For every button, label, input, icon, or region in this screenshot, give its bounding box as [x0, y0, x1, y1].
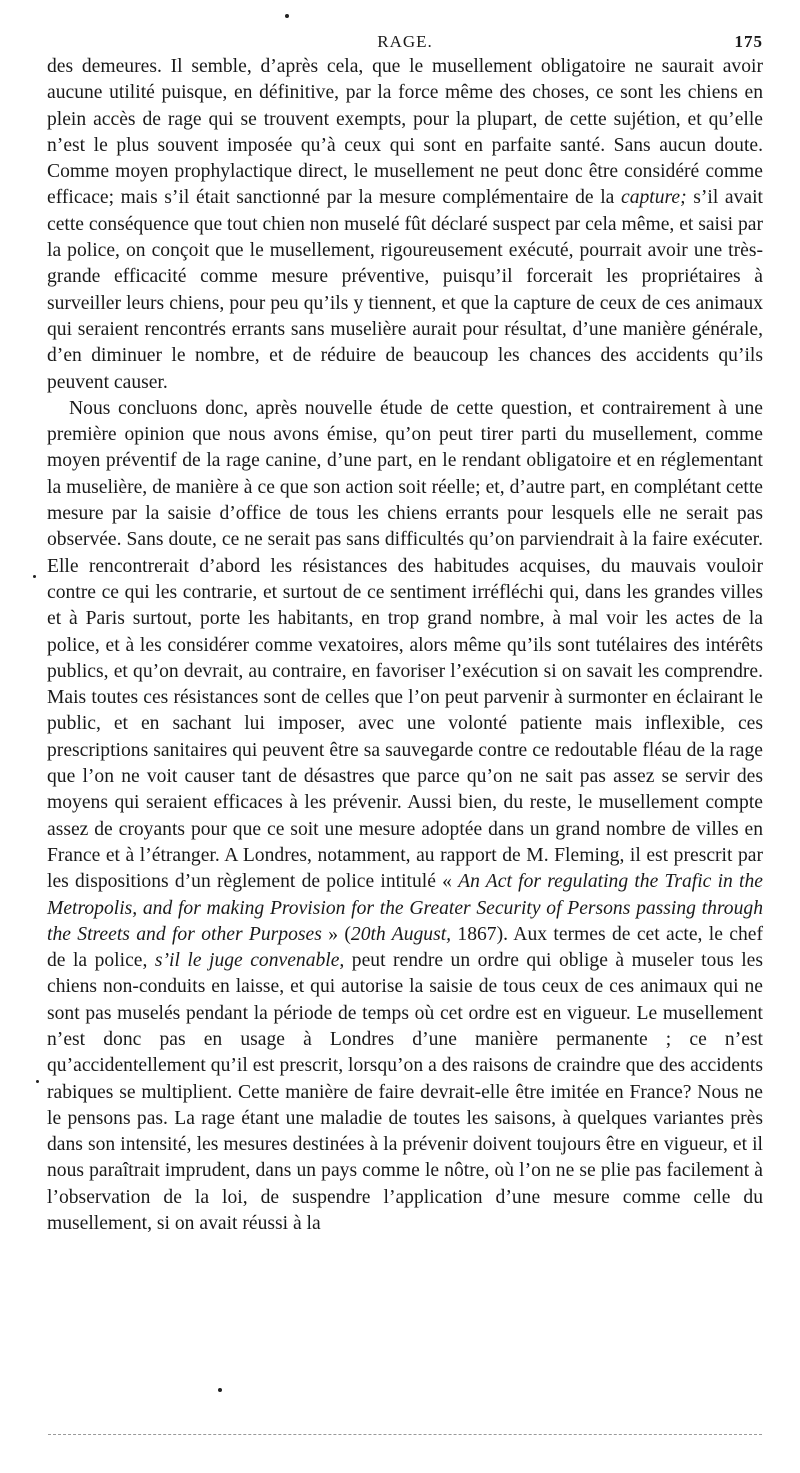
text-run: des demeures. Il semble, d’après cela, que le musellement obligatoire ne saurait avoir aucune utilité puisque, en définitive, par la force même des choses, ce sont les chiens en plein accès de rage qui se trouvent exempts, pour la plupart, de cette sujétion, et qu’elle n’est le plus souvent imposée qu’à ceux qui sont en parfaite santé. Sans aucun doute. Comme moyen prophylactique direct, le musellement ne peut donc être considéré comme efficace; mais s’il était sanctionné par la mesure complémentaire de la: [47, 56, 763, 209]
paragraph-conclusion: [47, 396, 763, 1238]
scan-speck: [285, 14, 289, 18]
running-head: [47, 28, 763, 54]
body-text: [47, 54, 763, 1237]
page-number: 175: [734, 32, 763, 51]
text-run: s’il avait cette conséquence que tout chien non muselé fût déclaré suspect par cela même, et saisi par la police, on conçoit que le musellement, rigoureusement exécuté, pourrait avoir une très-grande efficacité comme mesure préventive, puisqu’il forcerait les propriétaires à surveiller leurs chiens, pour peu qu’ils y tiennent, et que la capture de ceux de ces animaux qui seraient rencontrés errants sans muselière aurait pour résultat, d’une manière générale, d’en diminuer le nombre, et de réduire de beaucoup les chances des accidents qu’ils peuvent causer.: [47, 187, 764, 393]
running-title: RAGE.: [377, 32, 433, 51]
text-run: » (: [321, 923, 351, 945]
scan-speck: [33, 575, 36, 578]
text-run: Nous concluons donc, après nouvelle étude de cette question, et contrairement à une première opinion que nous avons émise, qu’on peut tirer parti du musellement, comme moyen préventif de la rage canine, d’une part, en le rendant obligatoire et en réglementant la muselière, de manière à ce que son action soit réelle; et, d’autre part, en complétant cette mesure par la saisie d’office de tous les chiens errants pour lesquels elle ne serait pas observée. Sans doute, ce ne serait pas sans difficultés qu’on parviendrait à la faire exécuter. Elle rencontrerait d’abord les résistances des habitudes acquises, du mauvais vouloir contre ce qui les contrarie, et surtout de ce sentiment irréfléchi qui, dans les grandes villes et à Paris surtout, porte les habitants, en trop grand nombre, à mal voir les actes de la police, et à les considérer comme vexatoires, alors même qu’ils sont tutélaires des intérêts publics, et qu’on devrait, au contraire, en favoriser l’exécution si on savait les comprendre. Mais toutes ces résistances sont de celles que l’on peut parvenir à surmonter en éclairant le public, et en sachant lui imposer, avec une volonté patiente mais inflexible, ces prescriptions sanitaires qui peuvent être sa sauvegarde contre ce redoutable fléau de la rage que l’on ne voit causer tant de désastres que parce qu’on ne sait pas assez se servir des moyens qui seraient efficaces à les prévenir. Aussi bien, du reste, le musellement compte assez de croyants pour que ce soit une mesure adoptée dans un grand nombre de villes en France et à l’étranger. A Londres, notamment, au rapport de M. Fleming, il est prescrit par les dispositions d’un règlement de police intitulé «: [47, 397, 763, 893]
italic-act-title: An Act for regulating the Trafic in the Metropolis, and for making Provision for the Greater Security of Persons passing through the Streets and for other Purposes: [47, 871, 763, 945]
scan-speck: [218, 1388, 222, 1392]
italic-quote-juge: s’il le juge convenable,: [154, 950, 345, 972]
scan-speck: [36, 1080, 39, 1083]
paragraph-continued: [47, 54, 763, 396]
footer-rule: [48, 1434, 762, 1435]
italic-term-capture: capture;: [621, 187, 687, 209]
italic-act-date: 20th August,: [350, 923, 452, 945]
text-run: peut rendre un ordre qui oblige à museler tous les chiens non-conduits en laisse, et qui autorise la saisie de tous ceux de ces animaux qui ne sont pas muselés pendant la période de temps où cet ordre est en vigueur. Le musellement n’est donc pas en usage à Londres d’une manière permanente ; ce n’est qu’accidentellement qu’il est prescrit, lorsqu’on a des raisons de craindre que des accidents rabiques se multiplient. Cette manière de faire devrait-elle être imitée en France? Nous ne le pensons pas. La rage étant une maladie de toutes les saisons, à quelques variantes près dans son intensité, les mesures destinées à la prévenir doivent toujours être en vigueur, et il nous paraîtrait imprudent, dans un pays comme le nôtre, où l’on ne se plie pas facilement à l’observation de la loi, de suspendre l’application d’une mesure comme celle du musellement, si on avait réussi à la: [47, 950, 763, 1235]
page: [47, 28, 763, 1237]
text-run: 1867). Aux termes de cet acte, le chef de la police,: [47, 923, 764, 972]
